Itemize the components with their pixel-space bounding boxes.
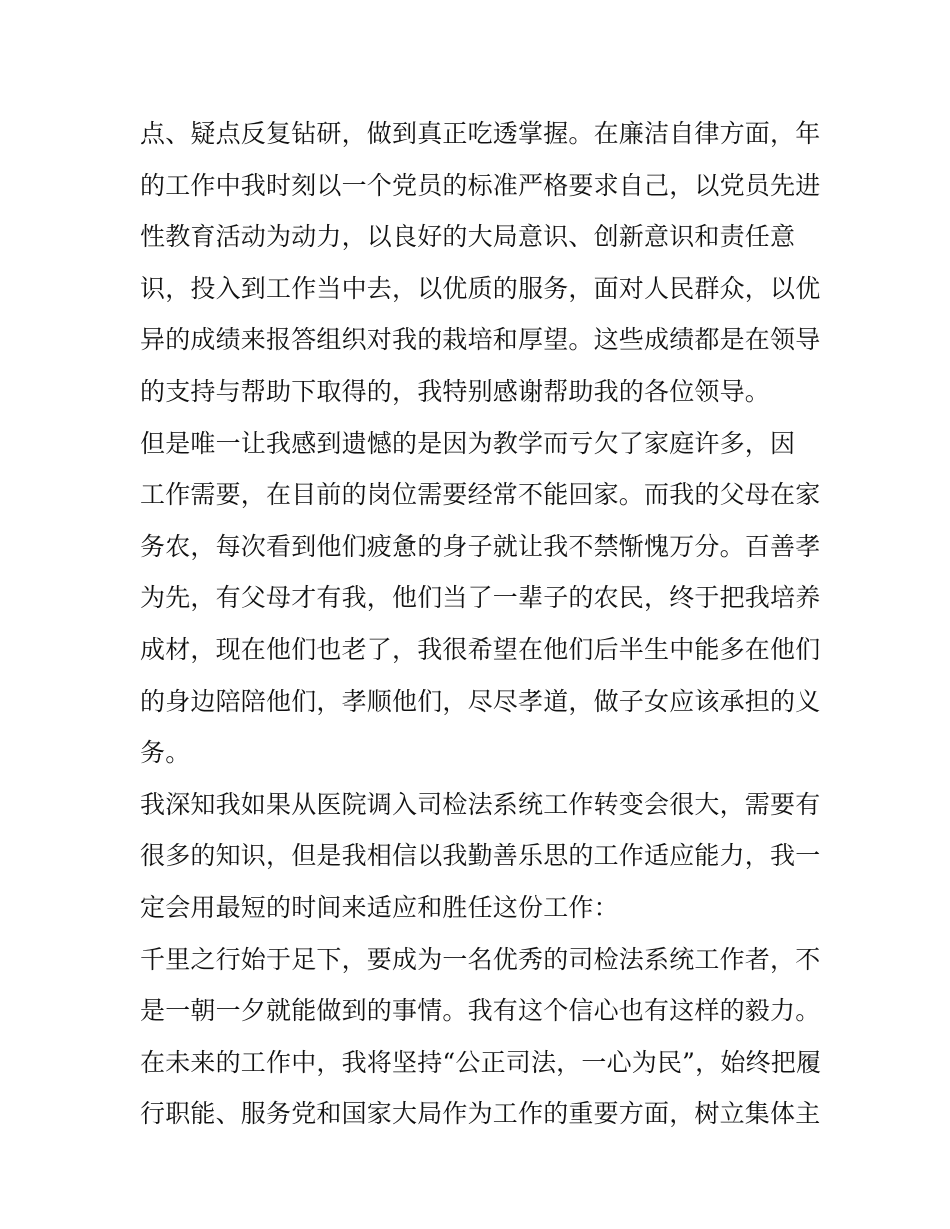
text-line: 为先，有父母才有我，他们当了一辈子的农民，终于把我培养 (140, 583, 821, 613)
text-line: 在未来的工作中，我将坚持“公正司法，一心为民”，始终把履 (140, 1047, 822, 1077)
text-line: 成材，现在他们也老了，我很希望在他们后半生中能多在他们 (140, 634, 821, 664)
text-line: 行职能、服务党和国家大局作为工作的重要方面，树立集体主 (140, 1099, 821, 1129)
text-line: 务。 (140, 738, 191, 768)
text-line: 点、疑点反复钻研，做到真正吃透掌握。在廉洁自律方面，年 (140, 119, 821, 148)
text-line: 的支持与帮助下取得的，我特别感谢帮助我的各位领导。 (140, 376, 771, 406)
text-line: 定会用最短的时间来适应和胜任这份工作： (140, 892, 619, 922)
text-line: 工作需要，在目前的岗位需要经常不能回家。而我的父母在家 (140, 480, 821, 510)
text-line: 的身边陪陪他们，孝顺他们，尽尽孝道，做子女应该承担的义 (140, 686, 821, 716)
text-line: 识，投入到工作当中去，以优质的服务，面对人民群众，以优 (140, 273, 821, 303)
text-line: 异的成绩来报答组织对我的栽培和厚望。这些成绩都是在领导 (140, 325, 821, 355)
text-line: 千里之行始于足下，要成为一名优秀的司检法系统工作者，不 (140, 944, 821, 974)
text-line: 务农，每次看到他们疲惫的身子就让我不禁惭愧万分。百善孝 (140, 531, 821, 561)
body-text (140, 108, 830, 1140)
text-line: 很多的知识，但是我相信以我勤善乐思的工作适应能力，我一 (140, 841, 821, 871)
text-line: 但是唯一让我感到遗憾的是因为教学而亏欠了家庭许多，因 (140, 428, 796, 458)
text-line: 的工作中我时刻以一个党员的标准严格要求自己，以党员先进 (140, 170, 821, 200)
text-line: 性教育活动为动力，以良好的大局意识、创新意识和责任意 (140, 222, 796, 252)
text-line: 是一朝一夕就能做到的事情。我有这个信心也有这样的毅力。 (140, 996, 821, 1026)
text-line: 我深知我如果从医院调入司检法系统工作转变会很大，需要有 (140, 789, 821, 819)
